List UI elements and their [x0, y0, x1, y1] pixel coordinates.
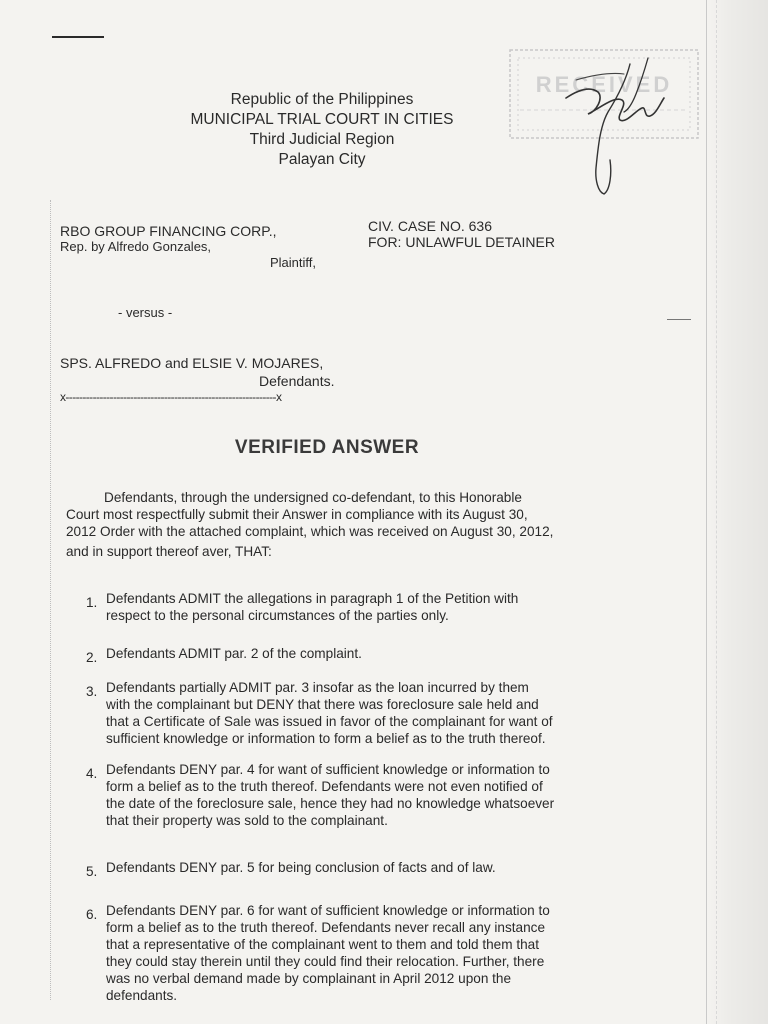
allegation-line: they could stay therein until they could find their relocation. Further, there: [106, 954, 545, 969]
allegation-line: Defendants DENY par. 6 for want of sufficient knowledge or information to: [106, 903, 550, 918]
allegation-line: was no verbal demand made by complainant in April 2012 upon the: [106, 971, 512, 986]
right-dash-mark: [667, 319, 691, 320]
allegation-line: defendants.: [106, 988, 178, 1003]
allegation-line: form a belief as to the truth thereof. Defendants were not even notified of: [106, 779, 543, 794]
scan-left-margin-marks: [50, 200, 51, 1000]
caption-separator: x--------------------------------------------------------------x: [60, 390, 282, 404]
allegation-number: 4.: [86, 766, 98, 781]
intro-line-3: 2012 Order with the attached complaint, which was received on August 30, 2012,: [66, 524, 554, 539]
allegation-line: sufficient knowledge or information to form a belief as to the truth thereof.: [106, 731, 546, 746]
intro-line-2: Court most respectfully submit their Answer in compliance with its August 30,: [66, 507, 528, 522]
plaintiff-representative: Rep. by Alfredo Gonzales,: [60, 239, 212, 254]
allegation-line: Defendants partially ADMIT par. 3 insofar as the loan incurred by them: [106, 680, 529, 695]
top-dash-mark: [52, 36, 104, 38]
city-heading: Palayan City: [278, 151, 366, 168]
scan-edge-line: [706, 0, 707, 1024]
allegation-number: 1.: [86, 595, 98, 610]
intro-line-4: and in support thereof aver, THAT:: [66, 544, 272, 559]
allegation-line: respect to the personal circumstances of the parties only.: [106, 608, 449, 623]
stamp-text: RECEIVED: [535, 72, 673, 97]
allegation-line: that a Certificate of Sale was issued in favor of the complainant for want of: [106, 714, 553, 729]
allegation-line: form a belief as to the truth thereof. Defendants never recall any instance: [106, 920, 546, 935]
defendants-label: Defendants.: [259, 373, 335, 389]
allegation-number: 2.: [86, 650, 98, 665]
scan-edge-dashes: [716, 0, 717, 1024]
plaintiff-label: Plaintiff,: [270, 255, 317, 270]
allegation-line: Defendants ADMIT par. 2 of the complaint.: [106, 646, 362, 661]
case-number: CIV. CASE NO. 636: [368, 218, 492, 234]
allegation-line: that their property was sold to the complainant.: [106, 813, 388, 828]
allegation-line: the date of the foreclosure sale, hence they had no knowledge whatsoever: [106, 796, 555, 811]
versus-text: - versus -: [118, 305, 173, 320]
allegation-number: 6.: [86, 907, 98, 922]
court-heading: MUNICIPAL TRIAL COURT IN CITIES: [190, 111, 454, 128]
handwritten-signature: [560, 50, 670, 200]
allegation-number: 3.: [86, 684, 98, 699]
plaintiff-name: RBO GROUP FINANCING CORP.,: [60, 223, 277, 239]
region-heading: Third Judicial Region: [249, 131, 395, 148]
allegation-line: Defendants DENY par. 4 for want of sufficient knowledge or information to: [106, 762, 550, 777]
document-title: VERIFIED ANSWER: [234, 437, 420, 458]
allegation-line: Defendants DENY par. 5 for being conclusion of facts and of law.: [106, 860, 496, 875]
intro-line-1: Defendants, through the undersigned co-defendant, to this Honorable: [104, 490, 522, 505]
republic-heading: Republic of the Philippines: [230, 91, 414, 108]
allegation-line: with the complainant but DENY that there was foreclosure sale held and: [106, 697, 539, 712]
case-subject: FOR: UNLAWFUL DETAINER: [368, 234, 555, 250]
allegation-number: 5.: [86, 864, 98, 879]
allegation-line: that a representative of the complainant went to them and told them that: [106, 937, 539, 952]
defendants-name: SPS. ALFREDO and ELSIE V. MOJARES,: [60, 355, 324, 371]
allegation-line: Defendants ADMIT the allegations in paragraph 1 of the Petition with: [106, 591, 519, 606]
